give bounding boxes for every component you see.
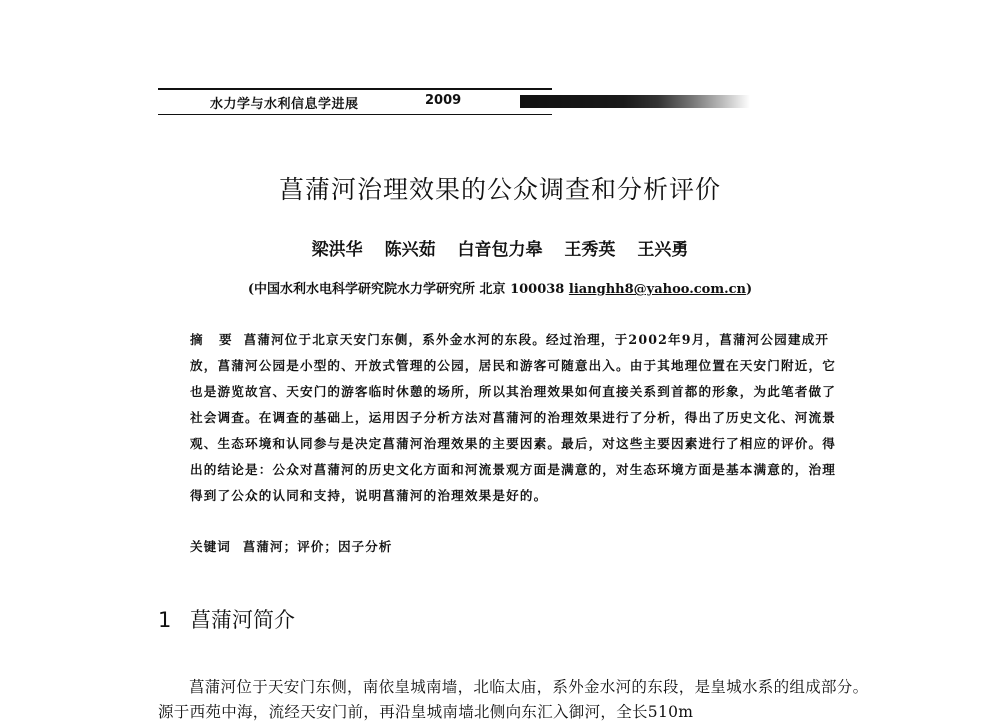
paper-title: 菖蒲河治理效果的公众调查和分析评价 xyxy=(278,175,721,204)
keywords-text: 菖蒲河；评价；因子分析 xyxy=(242,539,393,554)
body-paragraph: 菖蒲河位于天安门东侧，南依皇城南墙，北临太庙，系外金水河的东段，是皇城水系的组成部分。源于西苑中海，流经天安门前，再沿皇城南墙北侧向东汇入御河，全长510m xyxy=(158,678,869,721)
header-rule-top xyxy=(158,88,552,90)
section-number: 1 xyxy=(158,608,172,632)
affiliation-close-paren: ) xyxy=(745,282,753,297)
abstract-text: 菖蒲河位于北京天安门东侧，系外金水河的东段。经过治理，于2002年9月，菖蒲河公园建成开放，菖蒲河公园是小型的、开放式管理的公园，居民和游客可随意出入。由于其地理位置在天安门附近，它也是游览故宫、天安门的游客临时休憩的场所，所以其治理效果如何直接关系到首都的形象，为此笔者做了社会调查。在调查的基础上，运用因子分析方法对菖蒲河的治理效果进行了分析，得出了历史文化、河流景观、生态环境和认同参与是决定菖蒲河治理效果的主要因素。最后，对这些主要因素进行了相应的评价。得出的结论是：公众对菖蒲河的历史文化方面和河流景观方面是满意的，对生态环境方面是基本满意的，治理得到了公众的认同和支持，说明菖蒲河的治理效果是好的。 xyxy=(190,332,836,503)
author-email-link[interactable]: lianghh8@yahoo.com.cn xyxy=(568,282,746,297)
abstract xyxy=(190,327,840,509)
keywords-label: 关键词 xyxy=(190,539,231,554)
running-header-journal: 水力学与水利信息学进展 xyxy=(210,97,359,112)
affiliation-open-paren: ( xyxy=(247,282,255,297)
affiliation xyxy=(0,278,1000,297)
keywords xyxy=(190,536,840,555)
section-title: 菖蒲河简介 xyxy=(190,608,295,632)
section-heading xyxy=(158,604,295,634)
affiliation-text: 中国水利水电科学研究院水力学研究所 北京 100038 xyxy=(254,282,569,297)
header-rule-bottom xyxy=(158,114,552,115)
abstract-label: 摘 要 xyxy=(190,332,238,347)
running-header-year: 2009 xyxy=(425,93,462,108)
header-decorative-band xyxy=(520,95,750,108)
author-list: 梁洪华 陈兴茹 白音包力皋 王秀英 王兴勇 xyxy=(311,240,689,260)
